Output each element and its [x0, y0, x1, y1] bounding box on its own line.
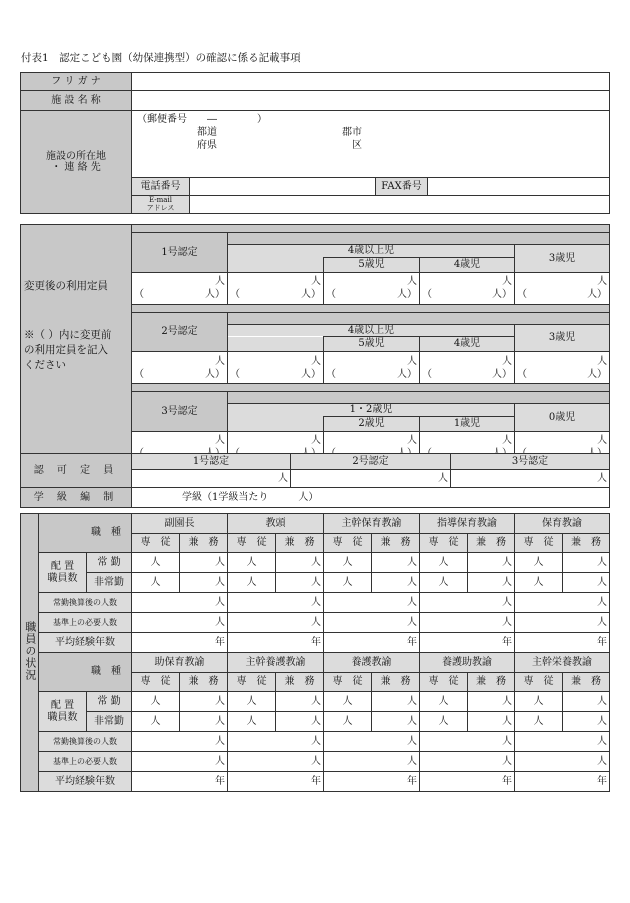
cell[interactable]: 人 — [228, 553, 276, 573]
type2-age3: 3歳児 — [515, 324, 610, 352]
approved-type2: 2号認定 — [291, 454, 451, 470]
cell[interactable]: 人 — [420, 593, 515, 613]
job2-4: 養護助教諭 — [420, 653, 515, 673]
cell[interactable]: 人 — [372, 553, 420, 573]
cell[interactable]: 人 — [276, 692, 324, 712]
cell[interactable]: 人 — [563, 712, 610, 732]
fax-label: FAX番号 — [376, 178, 428, 196]
avg-years-label-1: 平均経験年数 — [39, 633, 132, 653]
prefecture-label-top: 都道 — [197, 127, 217, 138]
cell[interactable]: 人 — [180, 712, 228, 732]
type3-label: 3号認定 — [132, 392, 228, 432]
cell[interactable]: 人 — [180, 692, 228, 712]
approved-type2-value[interactable]: 人 — [291, 470, 451, 488]
approved-type1: 1号認定 — [132, 454, 291, 470]
type2-label: 2号認定 — [132, 312, 228, 352]
fulltime-head-6: 専 従 — [132, 673, 180, 692]
concurrent-head-2: 兼 務 — [276, 534, 324, 553]
job2-2: 主幹養護教諭 — [228, 653, 324, 673]
required-label-2: 基準上の必要人数 — [39, 752, 132, 772]
staff-side-text: 職員の状況 — [23, 620, 37, 681]
furigana-label: フ リ ガ ナ — [21, 73, 132, 91]
fulltime-head-2: 専 従 — [228, 534, 276, 553]
cell[interactable]: 年 — [228, 633, 324, 653]
phone-field[interactable] — [190, 178, 376, 196]
type3-age0-cell[interactable]: 人 — [515, 431, 610, 463]
placement-label-2-line1: 配 置 — [50, 700, 75, 711]
phone-label: 電話番号 — [132, 178, 190, 196]
converted-label-1: 常勤換算後の人数 — [39, 593, 132, 613]
cell[interactable]: 年 — [228, 772, 324, 792]
cell[interactable]: 年 — [420, 633, 515, 653]
cell[interactable]: 人 — [515, 692, 563, 712]
cell[interactable]: 人 — [324, 712, 372, 732]
cell[interactable]: 人 — [228, 752, 324, 772]
classes-label: 学 級 編 制 — [21, 488, 132, 508]
cell[interactable]: 人 — [420, 553, 468, 573]
parttime-label-2: 非常勤 — [87, 712, 132, 732]
job-label-2: 職 種 — [39, 653, 132, 692]
cell[interactable]: 人 — [132, 732, 228, 752]
cell[interactable]: 人 — [372, 573, 420, 593]
fulltime-head-10: 専 従 — [515, 673, 563, 692]
type1-group-gap — [228, 257, 324, 272]
fulltime-head-4: 専 従 — [420, 534, 468, 553]
cell[interactable]: 人 — [515, 573, 563, 593]
converted-label-2: 常勤換算後の人数 — [39, 732, 132, 752]
job2-3: 養護教諭 — [324, 653, 420, 673]
cell[interactable]: 年 — [515, 772, 610, 792]
capacity-spacer-2 — [132, 304, 610, 312]
job1-2: 教頭 — [228, 514, 324, 534]
concurrent-head-10: 兼 務 — [563, 673, 610, 692]
cell[interactable]: 人 — [420, 573, 468, 593]
cell[interactable]: 人 — [228, 692, 276, 712]
cell[interactable]: 人 — [468, 712, 515, 732]
type2-group-gap — [228, 337, 324, 352]
cell[interactable]: 人 — [468, 573, 515, 593]
type1-age3: 3歳児 — [515, 245, 610, 273]
fulltime-head-3: 専 従 — [324, 534, 372, 553]
cell[interactable]: 年 — [420, 772, 515, 792]
prefecture-label-bottom: 府県 — [197, 140, 217, 151]
cell[interactable]: 人 — [515, 613, 610, 633]
cell[interactable]: 年 — [515, 633, 610, 653]
regular-label-2: 常 勤 — [87, 692, 132, 712]
capacity-side-label — [21, 225, 132, 464]
cell[interactable]: 人 — [228, 712, 276, 732]
capacity-spacer-top — [132, 225, 610, 233]
cell[interactable]: 人 — [324, 593, 420, 613]
cell[interactable]: 人 — [132, 613, 228, 633]
type3-group-gap — [228, 416, 324, 431]
job2-5: 主幹栄養教諭 — [515, 653, 610, 673]
parttime-label-1: 非常勤 — [87, 573, 132, 593]
approved-section — [20, 453, 609, 508]
capacity-note-line1: ※（ ）内に変更前 — [24, 329, 112, 342]
approved-label: 認 可 定 員 — [21, 454, 132, 488]
cell[interactable]: 人 — [372, 712, 420, 732]
type3-age2-cell[interactable]: 人 — [324, 431, 420, 463]
approved-type1-value[interactable]: 人 — [132, 470, 291, 488]
cell[interactable]: 年 — [324, 633, 420, 653]
concurrent-head-1: 兼 務 — [180, 534, 228, 553]
placement-label-2 — [39, 692, 87, 732]
concurrent-head-4: 兼 務 — [468, 534, 515, 553]
placement-label-1 — [39, 553, 87, 593]
postal-label: （郵便番号 ― ） — [137, 114, 267, 125]
cell[interactable]: 人 — [515, 593, 610, 613]
type2-header-gap — [228, 312, 610, 324]
fulltime-head-7: 専 従 — [228, 673, 276, 692]
cell[interactable]: 人 — [563, 573, 610, 593]
type3-age0: 0歳児 — [515, 404, 610, 432]
capacity-section — [20, 224, 609, 464]
city-label-top: 郡市 — [342, 127, 362, 138]
type1-header-gap — [228, 233, 610, 245]
concurrent-head-6: 兼 務 — [180, 673, 228, 692]
type1-label: 1号認定 — [132, 233, 228, 273]
concurrent-head-3: 兼 務 — [372, 534, 420, 553]
approved-type3: 3号認定 — [451, 454, 610, 470]
cell[interactable]: 人 — [324, 752, 420, 772]
type3-age1: 1歳児 — [420, 416, 515, 431]
staff-side-label — [21, 514, 39, 792]
cell[interactable]: 人 — [132, 593, 228, 613]
avg-years-label-2: 平均経験年数 — [39, 772, 132, 792]
cell[interactable]: 人 — [420, 732, 515, 752]
classes-field[interactable]: 学級（1学級当たり 人） — [132, 488, 610, 508]
facility-section — [20, 72, 609, 214]
furigana-field[interactable] — [132, 73, 610, 91]
cell[interactable]: 人 — [228, 613, 324, 633]
type3-group-1-2: 1・2歳児 — [228, 404, 515, 417]
cell[interactable]: 人 — [132, 712, 180, 732]
type2-group-4plus: 4歳以上児 — [228, 324, 515, 337]
cell[interactable]: 人 — [515, 732, 610, 752]
fulltime-head-8: 専 従 — [324, 673, 372, 692]
required-label-1: 基準上の必要人数 — [39, 613, 132, 633]
cell[interactable]: 人 — [228, 732, 324, 752]
cell[interactable]: 人 — [563, 553, 610, 573]
cell[interactable]: 人 — [276, 573, 324, 593]
fax-field[interactable] — [428, 178, 610, 196]
cell[interactable]: 人 — [228, 573, 276, 593]
cell[interactable]: 人 — [132, 752, 228, 772]
cell[interactable]: 年 — [132, 772, 228, 792]
cell[interactable]: 人 — [420, 712, 468, 732]
capacity-note — [21, 328, 131, 373]
job1-5: 保育教諭 — [515, 514, 610, 534]
type3-age1-cell[interactable]: 人 — [420, 431, 515, 463]
fulltime-head-1: 専 従 — [132, 534, 180, 553]
type2-4plus-cell[interactable]: 人 （ 人） — [228, 352, 324, 384]
cell[interactable]: 人 — [180, 553, 228, 573]
email-label-line1: E-mail — [149, 196, 172, 205]
concurrent-head-5: 兼 務 — [563, 534, 610, 553]
placement-label-1-line1: 配 置 — [50, 561, 75, 572]
address-field[interactable] — [132, 111, 610, 178]
city-label-bottom: 区 — [352, 140, 362, 151]
type3-age2: 2歳児 — [324, 416, 420, 431]
job1-3: 主幹保育教諭 — [324, 514, 420, 534]
facility-name-field[interactable] — [132, 91, 610, 111]
type1-age5: 5歳児 — [324, 257, 420, 272]
cell[interactable]: 人 — [420, 752, 515, 772]
job2-1: 助保育教諭 — [132, 653, 228, 673]
cell[interactable]: 年 — [324, 772, 420, 792]
concurrent-head-9: 兼 務 — [468, 673, 515, 692]
fulltime-head-9: 専 従 — [420, 673, 468, 692]
job1-4: 指導保育教諭 — [420, 514, 515, 534]
concurrent-head-7: 兼 務 — [276, 673, 324, 692]
fulltime-head-5: 専 従 — [515, 534, 563, 553]
address-label-line1: 施設の所在地 — [46, 150, 106, 162]
cell[interactable]: 人 — [324, 613, 420, 633]
type2-age5: 5歳児 — [324, 337, 420, 352]
address-label — [21, 111, 132, 214]
type1-age4-cell[interactable]: 人 （ 人） — [420, 272, 515, 304]
type2-age5-cell[interactable]: 人 （ 人） — [324, 352, 420, 384]
cell[interactable]: 年 — [132, 633, 228, 653]
cell[interactable]: 人 — [132, 573, 180, 593]
type1-age3-cell[interactable]: 人 （ 人） — [515, 272, 610, 304]
email-field[interactable] — [190, 196, 610, 214]
capacity-spacer-3 — [132, 384, 610, 392]
job-label-1: 職 種 — [39, 514, 132, 553]
cell[interactable]: 人 — [468, 553, 515, 573]
capacity-note-line2: の利用定員を記入 — [24, 344, 108, 357]
cell[interactable]: 人 — [420, 613, 515, 633]
type1-age4: 4歳児 — [420, 257, 515, 272]
placement-label-2-line2: 職員数 — [47, 711, 78, 723]
type2-age4-cell[interactable]: 人 （ 人） — [420, 352, 515, 384]
type2-total-cell[interactable]: 人 （ 人） — [132, 352, 228, 384]
cell[interactable]: 人 — [132, 553, 180, 573]
cell[interactable]: 人 — [420, 692, 468, 712]
cell[interactable]: 人 — [372, 692, 420, 712]
cell[interactable]: 人 — [132, 692, 180, 712]
email-label-line2: アドレス — [146, 203, 175, 212]
type2-age3-cell[interactable]: 人 （ 人） — [515, 352, 610, 384]
approved-type3-value[interactable]: 人 — [451, 470, 610, 488]
type2-age4: 4歳児 — [420, 337, 515, 352]
type1-total-cell[interactable]: 人 （ 人） — [132, 272, 228, 304]
email-label — [132, 196, 190, 214]
job1-1: 副園長 — [132, 514, 228, 534]
cell[interactable]: 人 — [228, 593, 324, 613]
type3-1-2-cell[interactable]: 人 — [228, 431, 324, 463]
cell[interactable]: 人 — [563, 692, 610, 712]
staff-section — [20, 513, 609, 792]
type3-header-gap — [228, 392, 610, 404]
cell[interactable]: 人 — [515, 752, 610, 772]
regular-label-1: 常 勤 — [87, 553, 132, 573]
cell[interactable]: 人 — [276, 553, 324, 573]
cell[interactable]: 人 — [324, 553, 372, 573]
cell[interactable]: 人 — [515, 553, 563, 573]
type3-total-cell[interactable]: 人 — [132, 431, 228, 463]
capacity-note-line3: ください — [24, 359, 66, 372]
facility-name-label: 施 設 名 称 — [21, 91, 132, 111]
cell[interactable]: 人 — [324, 573, 372, 593]
cell[interactable]: 人 — [276, 712, 324, 732]
address-label-line2: ・ 連 絡 先 — [51, 162, 101, 173]
concurrent-head-8: 兼 務 — [372, 673, 420, 692]
cell[interactable]: 人 — [324, 732, 420, 752]
cell[interactable]: 人 — [468, 692, 515, 712]
form-title: 付表1 認定こども園（幼保連携型）の確認に係る記載事項 — [21, 52, 301, 64]
type1-group-4plus: 4歳以上児 — [228, 245, 515, 258]
cell[interactable]: 人 — [515, 712, 563, 732]
cell[interactable]: 人 — [324, 692, 372, 712]
type1-4plus-cell[interactable]: 人 （ 人） — [228, 272, 324, 304]
cell[interactable]: 人 — [180, 573, 228, 593]
capacity-side-label-main: 変更後の利用定員 — [24, 280, 108, 292]
type1-age5-cell[interactable]: 人 （ 人） — [324, 272, 420, 304]
placement-label-1-line2: 職員数 — [47, 572, 78, 584]
